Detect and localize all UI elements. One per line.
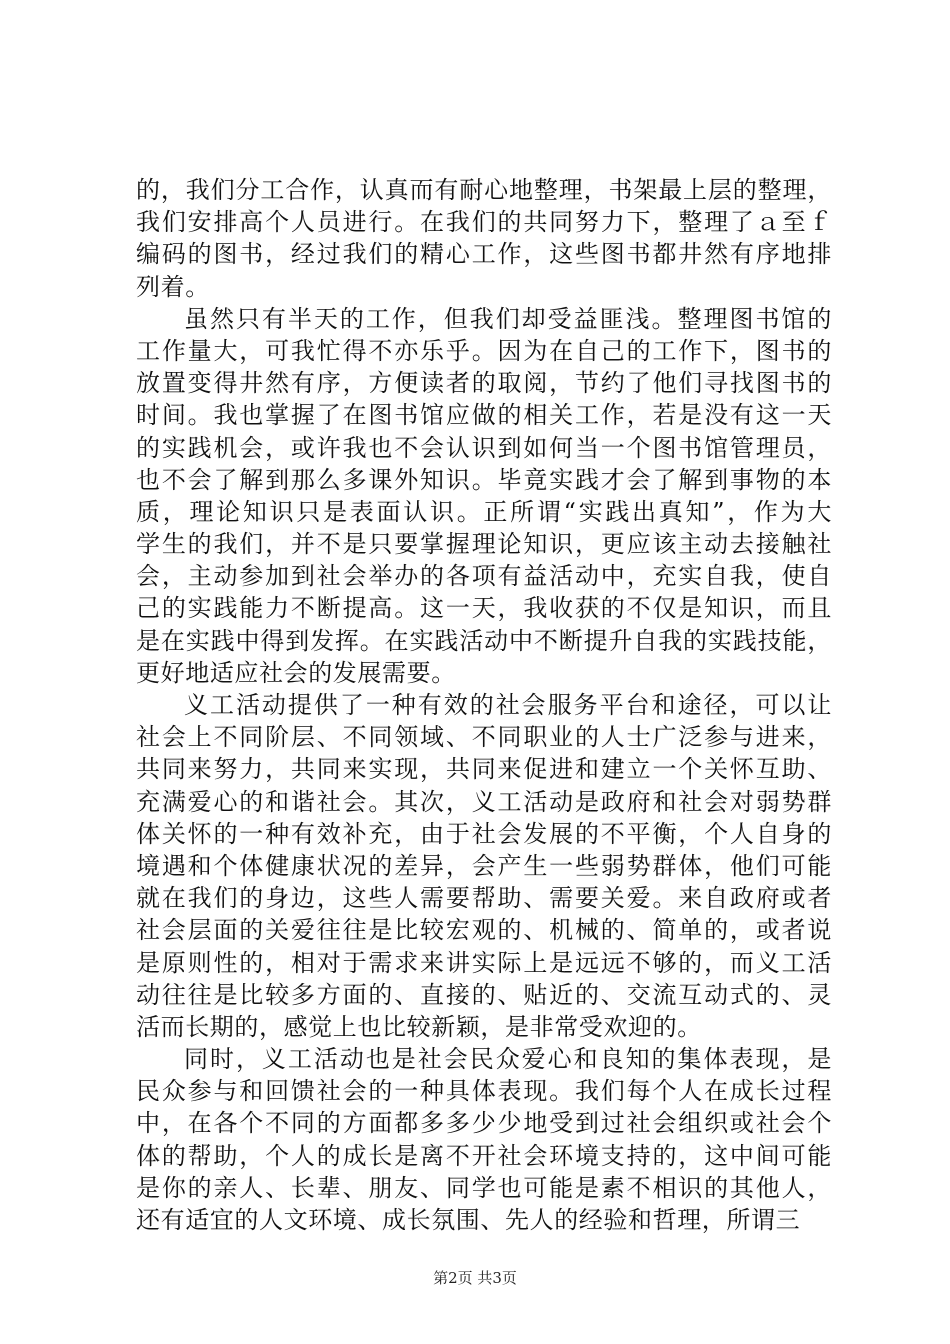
paragraph: [136, 174, 832, 303]
text-line: 充满爱心的和谐社会。其次，义工活动是政府和社会对弱势群: [136, 787, 832, 816]
text-line: 己的实践能力不断提高。这一天，我收获的不仅是知识，而且: [136, 594, 832, 623]
text-line: 动往往是比较多方面的、直接的、贴近的、交流互动式的、灵: [136, 980, 832, 1009]
text-line: 活而长期的，感觉上也比较新颖，是非常受欢迎的。: [136, 1012, 702, 1041]
text-line: 编码的图书，经过我们的精心工作，这些图书都井然有序地排: [136, 240, 832, 269]
text-line: 是在实践中得到发挥。在实践活动中不断提升自我的实践技能，: [136, 626, 832, 655]
text-line: 是你的亲人、长辈、朋友、同学也可能是素不相识的其他人，: [136, 1173, 832, 1202]
text-line: 列着。: [136, 272, 210, 301]
text-line: 共同来努力，共同来实现，共同来促进和建立一个关怀互助、: [136, 755, 832, 784]
text-line: 的实践机会，或许我也不会认识到如何当一个图书馆管理员，: [136, 433, 832, 462]
text-line: 会，主动参加到社会举办的各项有益活动中，充实自我，使自: [136, 562, 832, 591]
text-line: 学生的我们，并不是只要掌握理论知识，更应该主动去接触社: [136, 530, 832, 559]
document-body: [136, 174, 832, 1236]
text-line: 境遇和个体健康状况的差异，会产生一些弱势群体，他们可能: [136, 851, 832, 880]
text-line: 更好地适应社会的发展需要。: [136, 658, 456, 687]
text-line: 就在我们的身边，这些人需要帮助、需要关爱。来自政府或者: [136, 884, 832, 913]
text-line: 社会层面的关爱往往是比较宏观的、机械的、简单的，或者说: [136, 916, 832, 945]
text-line: 中，在各个不同的方面都多多少少地受到过社会组织或社会个: [136, 1109, 832, 1138]
paragraph: [136, 1043, 832, 1236]
paragraph: [136, 689, 832, 1043]
text-line: 时间。我也掌握了在图书馆应做的相关工作，若是没有这一天: [136, 401, 832, 430]
paragraph: [136, 303, 832, 689]
text-line: 工作量大，可我忙得不亦乐乎。因为在自己的工作下，图书的: [136, 336, 832, 365]
text-line: 也不会了解到那么多课外知识。毕竟实践才会了解到事物的本: [136, 465, 832, 494]
text-line: 体的帮助，个人的成长是离不开社会环境支持的，这中间可能: [136, 1141, 832, 1170]
text-line: 同时，义工活动也是社会民众爱心和良知的集体表现，是: [184, 1045, 832, 1074]
text-line: 民众参与和回馈社会的一种具体表现。我们每个人在成长过程: [136, 1077, 832, 1106]
text-line: 体关怀的一种有效补充，由于社会发展的不平衡，个人自身的: [136, 819, 832, 848]
text-line: 放置变得井然有序，方便读者的取阅，节约了他们寻找图书的: [136, 369, 832, 398]
text-line: 还有适宜的人文环境、成长氛围、先人的经验和哲理，所谓三: [136, 1206, 801, 1234]
page-number: 第2页 共3页: [433, 1269, 517, 1287]
text-line: 的，我们分工合作，认真而有耐心地整理，书架最上层的整理，: [136, 176, 832, 204]
text-line: 义工活动提供了一种有效的社会服务平台和途径，可以让: [184, 691, 832, 719]
text-line: 我们安排高个人员进行。在我们的共同努力下，整理了ａ至ｆ: [136, 208, 832, 237]
text-line: 虽然只有半天的工作，但我们却受益匪浅。整理图书馆的: [184, 304, 832, 333]
text-line: 是原则性的，相对于需求来讲实际上是远远不够的，而义工活: [136, 948, 832, 977]
text-line: 质，理论知识只是表面认识。正所谓“实践出真知”，作为大: [136, 497, 832, 526]
text-line: 社会上不同阶层、不同领域、不同职业的人士广泛参与进来，: [136, 723, 832, 752]
